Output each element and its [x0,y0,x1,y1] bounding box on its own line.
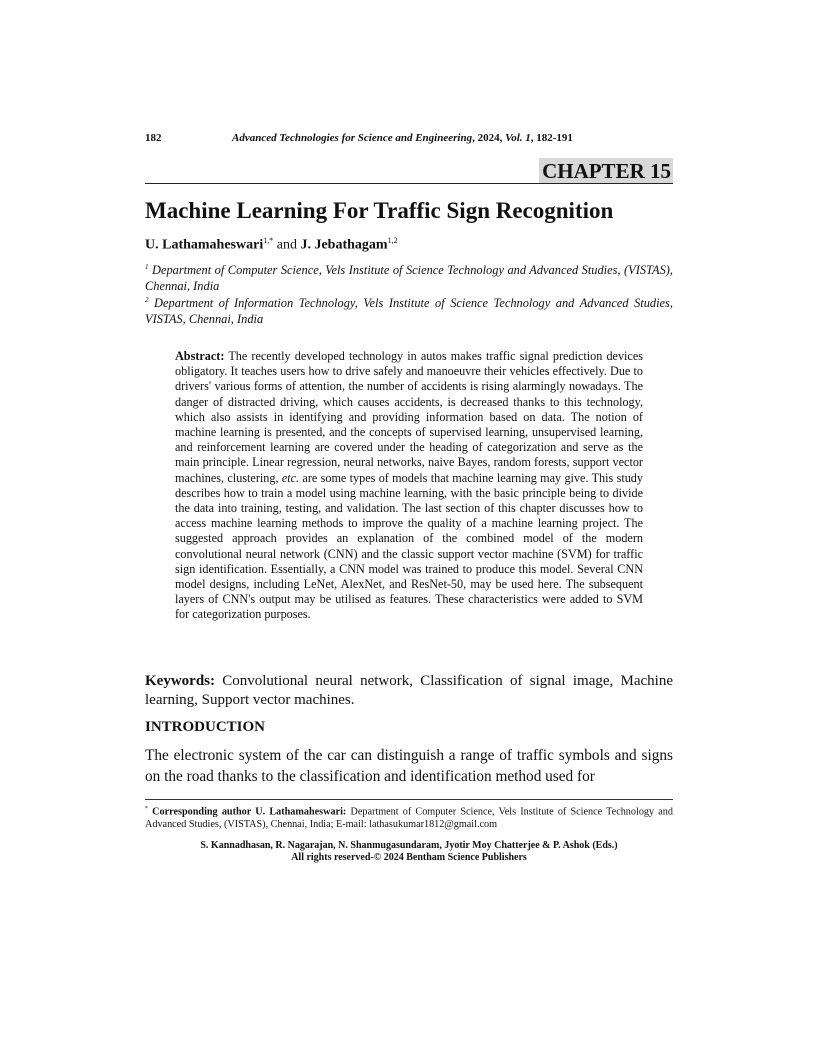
editors-block [145,840,673,864]
footnote-text: Department of Computer Science, Vels Institute of Science Technology and Advanced Studies, (VISTAS), Chennai, India; E-mail: lathasukumar1812@gmail.com [145,806,673,831]
abstract-text-1: The recently developed technology in autos makes traffic signal prediction devices obligatory. It teaches users how to drive safely and manoeuvre their vehicles effectively. Due to drivers' various forms of attention, the number of accidents is rising alarmingly nowadays. The danger of distracted driving, which causes accidents, is decreased thanks to this technology, which also assists in identifying and providing information based on data. The notion of machine learning is presented, and the concepts of supervised learning, unsupervised learning, and reinforcement learning are covered under the heading of categorization and serve as the main principle. Linear regression, neural networks, naive Bayes, random forests, support vector machines, clustering, [175,349,643,485]
author-conjunction: and [273,237,301,253]
keywords [145,672,673,710]
affiliation-2 [145,292,673,327]
paper-title: Machine Learning For Traffic Sign Recognition [145,198,614,223]
abstract-text-2: are some types of models that machine learning may give. This study describes how to train a model using machine learning, with the basic principle being to divide the data into training, testing, and validation. The last section of this chapter discusses how to access machine learning methods to improve the quality of a machine learning project. The suggested approach provides an explanation of the combined model of the modern convolutional neural network (CNN) and the classic support vector machine (SVM) for traffic sign identification. Essentially, a CNN model was trained to produce this model. Several CNN model designs, including LeNet, AlexNet, and ResNet-50, may be used here. The subsequent layers of CNN's output may be utilised as features. These characteristics were added to SVM for categorization purposes. [175,470,643,622]
keywords-text: Convolutional neural network, Classification of signal image, Machine learning, Support vector machines. [145,673,673,708]
chapter-divider [145,183,673,184]
introduction-paragraph: The electronic system of the car can distinguish a range of traffic symbols and signs on the road thanks to the classification and identification method used for [145,747,673,785]
journal-year: , 2024, [472,132,506,144]
affiliation-2-num: 2 [145,296,149,304]
footnote-divider [145,799,673,800]
keywords-label: Keywords: [145,673,215,689]
page-number: 182 [145,132,162,144]
affiliation-1 [145,259,673,294]
section-heading-introduction: INTRODUCTION [145,719,266,735]
abstract [175,349,643,623]
footnote-label: Corresponding author U. Lathamaheswari: [148,806,347,818]
abstract-label: Abstract: [175,349,225,363]
copyright-line: All rights reserved-© 2024 Bentham Science Publishers [291,852,527,863]
footnote [145,803,673,831]
footnote-marker: * [145,806,148,812]
journal-pages: , 182-191 [530,132,573,144]
affiliation-1-text: Department of Computer Science, Vels Institute of Science Technology and Advanced Studies, (VISTAS), Chennai, India [145,263,673,294]
author-2: J. Jebathagam [300,237,388,253]
journal-citation [232,132,573,144]
journal-name: Advanced Technologies for Science and Engineering [232,132,473,144]
author-1-sup: 1,* [263,236,274,245]
journal-volume: Vol. 1 [505,132,531,144]
editors-line: S. Kannadhasan, R. Nagarajan, N. Shanmugasundaram, Jyotir Moy Chatterjee & P. Ashok (Eds.) [200,840,618,851]
affiliation-2-text: Department of Information Technology, Vels Institute of Science Technology and Advanced Studies, VISTAS, Chennai, India [145,296,673,327]
chapter-label: CHAPTER 15 [539,158,673,183]
author-1: U. Lathamaheswari [145,237,264,253]
abstract-etc: etc. [281,470,300,485]
author-line [145,236,398,254]
author-2-sup: 1,2 [387,236,398,245]
affiliation-1-num: 1 [145,263,149,271]
